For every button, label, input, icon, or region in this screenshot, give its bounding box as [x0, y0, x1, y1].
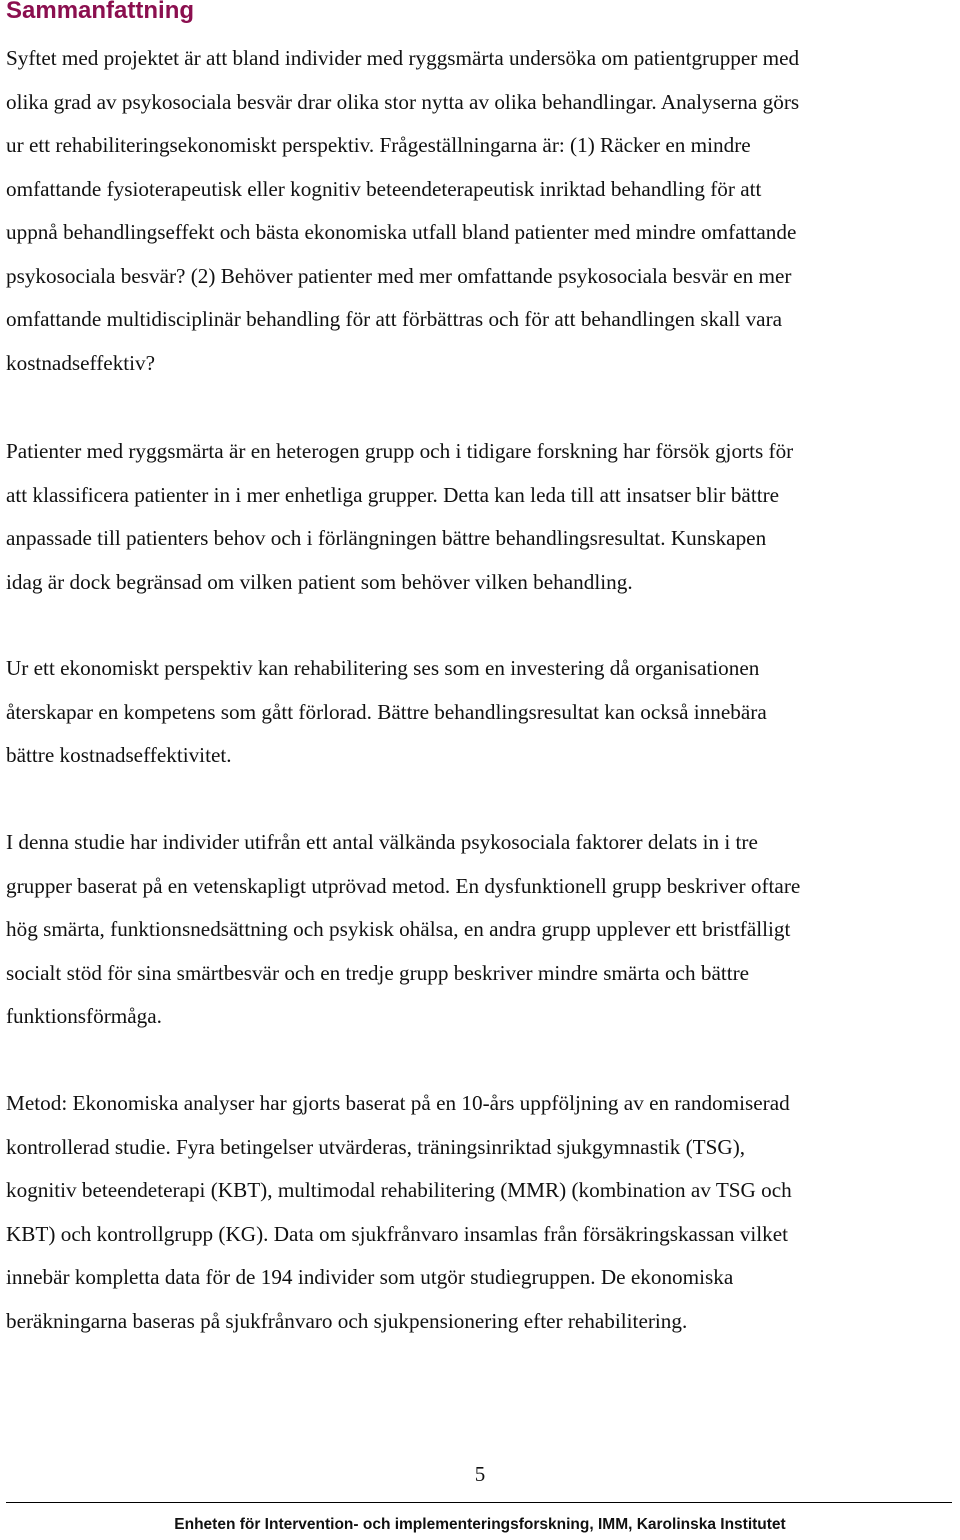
text-line: KBT) och kontrollgrupp (KG). Data om sjukfrånvaro insamlas från försäkringskassan vilket [6, 1221, 788, 1246]
text-line: hög smärta, funktionsnedsättning och psykisk ohälsa, en andra grupp upplever ett bristfälligt [6, 917, 791, 941]
text-line: Ur ett ekonomiskt perspektiv kan rehabilitering ses som en investering då organisationen [6, 656, 760, 680]
footer-divider [6, 1502, 952, 1503]
paragraph-2 [6, 430, 954, 604]
text-line: kostnadseffektiv? [6, 350, 156, 375]
text-line: Syftet med projektet är att bland individer med ryggsmärta undersöka om patientgrupper med [6, 46, 800, 70]
text-line: funktionsförmåga. [6, 1004, 162, 1028]
text-line: bättre kostnadseffektivitet. [6, 743, 232, 767]
footer-institution: Enheten för Intervention- och implementeringsforskning, IMM, Karolinska Institutet [174, 1516, 786, 1533]
text-line: anpassade till patienters behov och i förlängningen bättre behandlingsresultat. Kunskapen [6, 526, 767, 550]
section-heading: Sammanfattning [6, 0, 195, 24]
text-line: ur ett rehabiliteringsekonomiskt perspektiv. Frågeställningarna är: (1) Räcker en mindre [6, 133, 751, 157]
text-line: olika grad av psykosociala besvär drar olika stor nytta av olika behandlingar. Analyserna görs [6, 89, 800, 114]
text-line: att klassificera patienter in i mer enhetliga grupper. Detta kan leda till att insatser blir bättre [6, 482, 780, 507]
text-line: uppnå behandlingseffekt och bästa ekonomiska utfall bland patienter med mindre omfattande [6, 220, 797, 244]
text-line: socialt stöd för sina smärtbesvär och en tredje grupp beskriver mindre smärta och bättre [6, 960, 750, 985]
text-line: Patienter med ryggsmärta är en heterogen grupp och i tidigare forskning har försök gjorts för [6, 439, 794, 463]
text-line: grupper baserat på en vetenskapligt utprövad metod. En dysfunktionell grupp beskriver oftare [6, 873, 801, 898]
text-line: I denna studie har individer utifrån ett antal välkända psykosociala faktorer delats in i tre [6, 830, 758, 854]
text-line: idag är dock begränsad om vilken patient som behöver vilken behandling. [6, 569, 633, 594]
page-number: 5 [474, 1462, 486, 1486]
text-line: psykosociala besvär? (2) Behöver patienter med mer omfattande psykosociala besvär en mer [6, 263, 792, 288]
paragraph-4 [6, 821, 954, 1039]
text-line: omfattande fysioterapeutisk eller kognitiv beteendeterapeutisk inriktad behandling för att [6, 176, 762, 201]
text-line: Metod: Ekonomiska analyser har gjorts baserat på en 10-års uppföljning av en randomiserad [6, 1091, 790, 1115]
text-line: omfattande multidisciplinär behandling för att förbättras och för att behandlingen skall vara [6, 307, 783, 331]
text-line: återskapar en kompetens som gått förlorad. Bättre behandlingsresultat kan också innebära [6, 699, 767, 724]
text-line: kontrollerad studie. Fyra betingelser utvärderas, träningsinriktad sjukgymnastik (TSG), [6, 1134, 746, 1159]
text-line: beräkningarna baseras på sjukfrånvaro och sjukpensionering efter rehabilitering. [6, 1308, 688, 1333]
paragraph-3 [6, 647, 954, 778]
paragraph-5 [6, 1082, 954, 1343]
text-line: kognitiv beteendeterapi (KBT), multimodal rehabilitering (MMR) (kombination av TSG och [6, 1178, 792, 1202]
text-line: innebär kompletta data för de 194 individer som utgör studiegruppen. De ekonomiska [6, 1265, 734, 1289]
paragraph-1 [6, 37, 954, 385]
